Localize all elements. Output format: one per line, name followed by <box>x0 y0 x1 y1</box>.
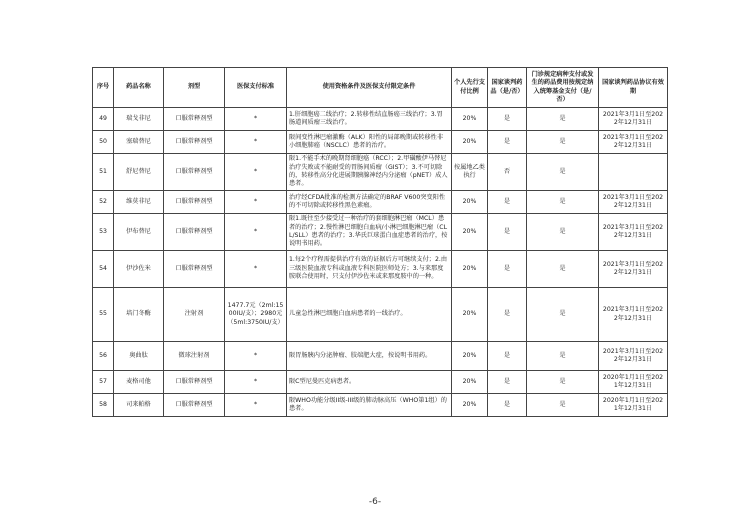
header-self-pay-ratio: 个人先行支付比例 <box>452 68 488 108</box>
cell-seq: 56 <box>93 342 114 371</box>
table-row <box>93 131 668 154</box>
cell-agreement-validity: 2020年1月1日至2021年12月31日 <box>599 394 668 417</box>
table-row <box>93 214 668 251</box>
cell-outpatient: 是 <box>527 288 599 342</box>
cell-agreement-validity: 2021年3月1日至2022年12月31日 <box>599 288 668 342</box>
cell-dosage-form: 口服常释剂型 <box>164 251 225 288</box>
table-row <box>93 394 668 417</box>
cell-conditions: 限WHO功能分级II级-III级的肺动脉高压（WHO第1组）的患者。 <box>287 394 452 417</box>
cell-payment-standard: * <box>225 342 287 371</box>
header-payment-standard: 医保支付标准 <box>225 68 287 108</box>
table-row <box>93 108 668 131</box>
cell-negotiated: 是 <box>488 108 527 131</box>
cell-conditions: 限1.既往至少接受过一种治疗的套细胞淋巴瘤（MCL）患者的治疗；2.慢性淋巴细胞白血病/小淋巴细胞淋巴瘤（CLL/SLL）患者的治疗；3.华氏巨球蛋白血症患者的治疗，按说明书用药。 <box>287 214 452 251</box>
cell-agreement-validity <box>599 154 668 191</box>
cell-conditions: 1.肝细胞癌二线治疗；2.转移性结直肠癌三线治疗；3.胃肠道间质瘤三线治疗。 <box>287 108 452 131</box>
cell-outpatient: 是 <box>527 214 599 251</box>
cell-self-pay-ratio: 20% <box>452 394 488 417</box>
cell-self-pay-ratio: 20% <box>452 251 488 288</box>
cell-self-pay-ratio: 按属地乙类执行 <box>452 154 488 191</box>
cell-agreement-validity: 2021年3月1日至2022年12月31日 <box>599 214 668 251</box>
header-conditions: 使用资格条件及医保支付限定条件 <box>287 68 452 108</box>
cell-payment-standard: * <box>225 251 287 288</box>
cell-dosage-form: 口服常释剂型 <box>164 191 225 214</box>
cell-seq: 52 <box>93 191 114 214</box>
table-row <box>93 288 668 342</box>
cell-dosage-form: 口服常释剂型 <box>164 371 225 394</box>
cell-seq: 57 <box>93 371 114 394</box>
cell-payment-standard: * <box>225 394 287 417</box>
cell-dosage-form: 注射剂 <box>164 288 225 342</box>
cell-seq: 55 <box>93 288 114 342</box>
drug-reimbursement-table <box>92 67 668 417</box>
cell-conditions: 治疗经CFDA批准的检测方法确定的BRAF V600突变阳性的不可切除或转移性黑色素瘤。 <box>287 191 452 214</box>
cell-conditions: 儿童急性淋巴细胞白血病患者的一线治疗。 <box>287 288 452 342</box>
cell-seq: 53 <box>93 214 114 251</box>
cell-negotiated: 是 <box>488 131 527 154</box>
cell-negotiated: 是 <box>488 214 527 251</box>
table-header-row <box>93 68 668 108</box>
table-row <box>93 342 668 371</box>
cell-outpatient: 是 <box>527 371 599 394</box>
cell-drug-name: 麦格司他 <box>114 371 164 394</box>
cell-drug-name: 司来帕格 <box>114 394 164 417</box>
header-outpatient: 门诊规定病种支付或发生的药品费用按规定纳入统筹基金支付（是/否） <box>527 68 599 108</box>
cell-drug-name: 伊沙佐米 <box>114 251 164 288</box>
cell-self-pay-ratio: 20% <box>452 131 488 154</box>
table-row <box>93 251 668 288</box>
cell-conditions: 1.每2个疗程需提供治疗有效的证据后方可继续支付；2.由三级医院血液专科或血液专科医院医师处方；3.与来那度胺联合使用时，只支付伊沙佐米或来那度胺中的一种。 <box>287 251 452 288</box>
cell-agreement-validity: 2021年3月1日至2022年12月31日 <box>599 131 668 154</box>
cell-dosage-form: 口服常释剂型 <box>164 214 225 251</box>
cell-negotiated: 是 <box>488 394 527 417</box>
cell-self-pay-ratio: 20% <box>452 108 488 131</box>
cell-payment-standard: * <box>225 191 287 214</box>
cell-outpatient: 是 <box>527 131 599 154</box>
cell-agreement-validity: 2021年3月1日至2022年12月31日 <box>599 342 668 371</box>
header-drug-name: 药品名称 <box>114 68 164 108</box>
cell-payment-standard: 1477.7元（2ml:1500IU/支）；2980元（5ml:3750IU/支） <box>225 288 287 342</box>
cell-agreement-validity: 2021年3月1日至2022年12月31日 <box>599 108 668 131</box>
cell-seq: 50 <box>93 131 114 154</box>
table-row <box>93 154 668 191</box>
cell-negotiated: 是 <box>488 288 527 342</box>
page-number: -6- <box>368 497 382 507</box>
cell-drug-name: 塞瑞替尼 <box>114 131 164 154</box>
cell-outpatient: 是 <box>527 394 599 417</box>
cell-outpatient: 是 <box>527 154 599 191</box>
cell-negotiated: 是 <box>488 191 527 214</box>
cell-payment-standard: * <box>225 108 287 131</box>
cell-dosage-form: 口服常释剂型 <box>164 108 225 131</box>
cell-agreement-validity: 2020年1月1日至2021年12月31日 <box>599 371 668 394</box>
cell-self-pay-ratio: 20% <box>452 191 488 214</box>
table-row <box>93 371 668 394</box>
cell-drug-name: 舒尼替尼 <box>114 154 164 191</box>
cell-payment-standard: * <box>225 131 287 154</box>
cell-drug-name: 奥曲肽 <box>114 342 164 371</box>
cell-dosage-form: 口服常释剂型 <box>164 154 225 191</box>
cell-drug-name: 维莫非尼 <box>114 191 164 214</box>
cell-drug-name: 瑞戈非尼 <box>114 108 164 131</box>
cell-conditions: 限间变性淋巴瘤激酶（ALK）阳性的局部晚期或转移性非小细胞肺癌（NSCLC）患者的治疗。 <box>287 131 452 154</box>
cell-seq: 54 <box>93 251 114 288</box>
cell-conditions: 限胃肠胰内分泌肿瘤、肢端肥大症，按说明书用药。 <box>287 342 452 371</box>
header-agreement-validity: 国家谈判药品协议有效期 <box>599 68 668 108</box>
cell-drug-name: 伊布替尼 <box>114 214 164 251</box>
cell-self-pay-ratio: 20% <box>452 214 488 251</box>
cell-self-pay-ratio: 20% <box>452 342 488 371</box>
cell-payment-standard: * <box>225 214 287 251</box>
cell-payment-standard: * <box>225 371 287 394</box>
cell-self-pay-ratio: 20% <box>452 371 488 394</box>
cell-conditions: 限C型尼曼匹克病患者。 <box>287 371 452 394</box>
cell-payment-standard: * <box>225 154 287 191</box>
cell-dosage-form: 口服常释剂型 <box>164 131 225 154</box>
cell-agreement-validity: 2021年3月1日至2022年12月31日 <box>599 251 668 288</box>
cell-negotiated: 否 <box>488 154 527 191</box>
cell-seq: 49 <box>93 108 114 131</box>
cell-outpatient: 是 <box>527 191 599 214</box>
table-row <box>93 191 668 214</box>
header-seq: 序号 <box>93 68 114 108</box>
cell-seq: 51 <box>93 154 114 191</box>
cell-outpatient: 是 <box>527 108 599 131</box>
cell-negotiated: 是 <box>488 371 527 394</box>
cell-outpatient: 是 <box>527 342 599 371</box>
cell-outpatient: 是 <box>527 251 599 288</box>
cell-negotiated: 是 <box>488 251 527 288</box>
cell-drug-name: 培门冬酶 <box>114 288 164 342</box>
header-dosage-form: 剂型 <box>164 68 225 108</box>
cell-dosage-form: 微球注射剂 <box>164 342 225 371</box>
cell-self-pay-ratio: 20% <box>452 288 488 342</box>
cell-dosage-form: 口服常释剂型 <box>164 394 225 417</box>
cell-agreement-validity: 2021年3月1日至2022年12月31日 <box>599 191 668 214</box>
header-negotiated: 国家谈判药品（是/否） <box>488 68 527 108</box>
cell-conditions: 限1.不能手术的晚期肾细胞癌（RCC）；2.甲磺酸伊马替尼治疗失败或不能耐受的胃肠间质瘤（GIST）；3.不可切除的，转移性高分化进展期胰腺神经内分泌瘤（pNET）成人患者。 <box>287 154 452 191</box>
cell-negotiated: 是 <box>488 342 527 371</box>
cell-seq: 58 <box>93 394 114 417</box>
